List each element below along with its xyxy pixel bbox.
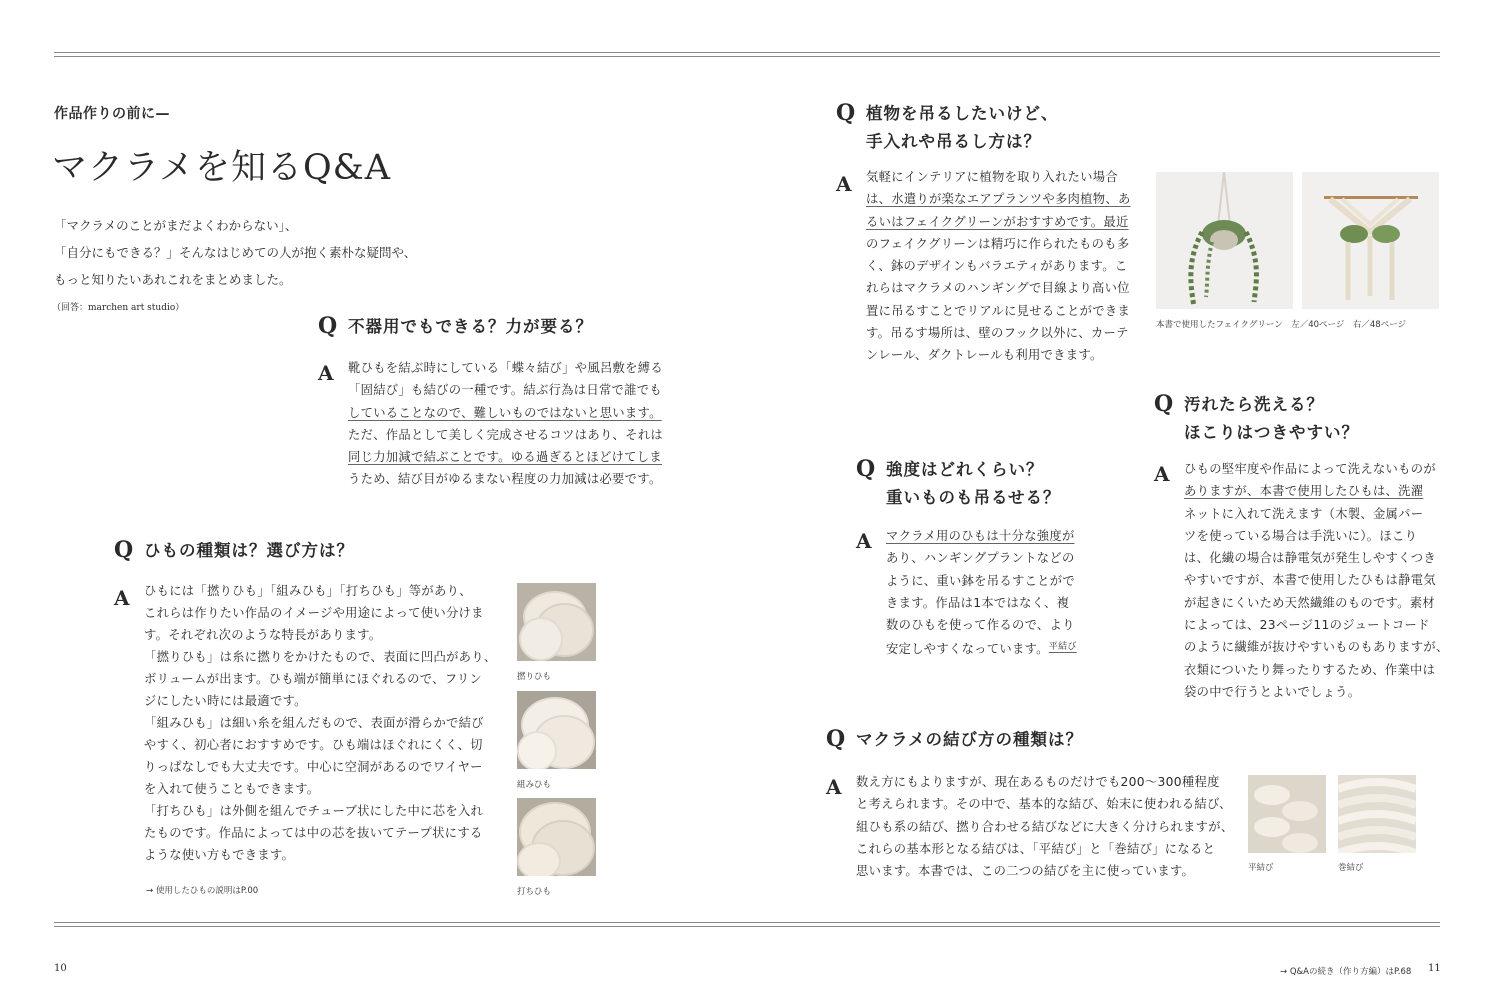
- a-mark: A: [856, 529, 872, 553]
- clove-hitch-photo: [1338, 775, 1416, 853]
- answer-line: ネットに入れて洗えます（木製、金属パー: [1184, 506, 1424, 521]
- twisted-cord-photo: [517, 583, 596, 661]
- credit: （回答：marchen art studio）: [52, 303, 185, 313]
- intro-line: もっと知りたいあれこれをまとめました。: [54, 272, 292, 287]
- answer-line: 「組みひも」は細い糸を組んだもので、表面が滑らかで結び: [144, 716, 484, 730]
- answer-line: す。吊るす場所は、壁のフック以外に、カーテ: [866, 326, 1129, 341]
- answer-line: ジにしたい時には最適です。: [144, 694, 307, 708]
- braided-cord-photo: [517, 691, 596, 769]
- answer-line: と考えられます。その中で、基本的な結び、始末に使われる結び、: [856, 797, 1232, 812]
- photo-caption: 撚りひも: [517, 672, 552, 682]
- question-5: [856, 456, 1061, 512]
- answer-line: 「打ちひも」は外側を組んでチューブ状にした中に芯を入れ: [144, 804, 484, 818]
- answer-text: [866, 166, 1131, 367]
- question-text: [886, 456, 1061, 512]
- answer-line: 「撚りひも」は糸に撚りをかけたもので、表面に凹凸があり、: [144, 650, 497, 664]
- answer-line: 安定しやすくなっています。$^{平結び}$: [886, 642, 1077, 657]
- a-mark: A: [836, 172, 852, 196]
- answer-line: ように、重い鉢を吊るすことがで: [886, 573, 1075, 588]
- answer-line: していることなので、難しいものではないと思います。: [348, 405, 662, 420]
- reference-note: → 使用したひもの説明はP.00: [146, 886, 259, 896]
- answer-line: ひもの堅牢度や作品によって洗えないものが: [1184, 462, 1436, 476]
- answer-line: きます。作品は1本ではなく、複: [886, 595, 1070, 610]
- wall-hanging-illustration: [1302, 172, 1439, 309]
- question-line: ほこりはつきやすい？: [1184, 423, 1359, 442]
- answer-line: やすく、初心者におすすめです。ひも端はほぐれにくく、切: [144, 738, 483, 752]
- answer-1: [318, 357, 663, 491]
- question-text: ひもの種類は？選び方は？: [144, 541, 354, 560]
- solid-braid-cord-photo: [517, 798, 596, 876]
- question-line: 植物を吊るしたいけど、: [866, 104, 1059, 123]
- answer-line: 衣類についたり舞ったりするため、作業中は: [1184, 662, 1436, 677]
- intro-line: 「自分にもできる？」そんなはじめての人が抱く素朴な疑問や、: [54, 245, 417, 260]
- q-mark: Q: [836, 100, 856, 126]
- photo-caption: 本書で使用したフェイクグリーン 左／40ページ 右／48ページ: [1156, 320, 1407, 330]
- photo-caption: 組みひも: [517, 780, 552, 790]
- top-rule: [54, 52, 1440, 57]
- a-mark: A: [318, 361, 334, 385]
- question-3: [836, 100, 1059, 156]
- answer-line: 組ひも系の結び、撚り合わせる結びなどに大きく分けられますが、: [856, 819, 1234, 834]
- answer-line: ンレール、ダクトレールも利用できます。: [866, 348, 1103, 363]
- photo-caption: 打ちひも: [517, 887, 552, 897]
- hanging-plant-photo: [1156, 172, 1293, 309]
- answer-line: これらは作りたい作品のイメージや用途によって使い分けま: [144, 606, 484, 620]
- answer-line: ような使い方もできます。: [144, 848, 295, 862]
- answer-line: ひもには「撚りひも」「組みひも」「打ちひも」等があり、: [144, 584, 472, 598]
- answer-line: のように繊維が抜けやすいものもありますが、: [1184, 640, 1449, 655]
- answer-line: これらの基本形となる結びは、「平結び」と「巻結び」になると: [856, 841, 1216, 856]
- intro-line: 「マクラメのことがまだよくわからない」、: [54, 218, 298, 233]
- question-1: [318, 313, 593, 341]
- answer-line: が起きにくいため天然繊維のものです。素材: [1184, 595, 1435, 610]
- photo-caption: 平結び: [1248, 863, 1274, 873]
- question-line: 強度はどれくらい？: [886, 460, 1044, 479]
- answer-line: は、化繊の場合は静電気が発生しやすくつき: [1184, 551, 1436, 566]
- answer-text: [348, 357, 663, 491]
- bottom-rule: [54, 922, 1440, 927]
- answer-line: 袋の中で行うとよいでしょう。: [1184, 684, 1361, 699]
- hanging-plant-illustration: [1156, 172, 1293, 309]
- answer-line: 「固結び」も結びの一種です。結ぶ行為は日常で誰でも: [348, 383, 662, 398]
- q-mark: Q: [114, 537, 134, 563]
- question-text: [866, 100, 1059, 156]
- answer-line: ただ、作品として美しく完成させるコツはあり、それは: [348, 427, 663, 442]
- answer-6: [826, 771, 1233, 882]
- answer-line: うため、結び目がゆるまない程度の力加減は必要です。: [348, 472, 662, 487]
- a-mark: A: [1154, 462, 1170, 486]
- answer-line: ツを使っている場合は手洗いに）。ほこり: [1184, 528, 1418, 543]
- answer-line: 気軽にインテリアに植物を取り入れたい場合: [866, 170, 1118, 184]
- answer-line: く、鉢のデザインもバラエティがあります。こ: [866, 259, 1128, 274]
- answer-line: ありますが、本書で使用したひもは、洗濯: [1184, 484, 1424, 499]
- answer-4: [1154, 458, 1449, 703]
- answer-text: [144, 580, 496, 866]
- answer-5: [856, 525, 1077, 661]
- continuation-note: → Q&Aの続き（作り方編）はP.68: [1280, 967, 1412, 977]
- answer-line: を入れて使うこともできます。: [144, 782, 320, 796]
- a-mark: A: [114, 586, 130, 610]
- photo-caption: 巻結び: [1338, 863, 1364, 873]
- a-mark: A: [826, 775, 842, 799]
- answer-line: りっぱなしでも大丈夫です。中心に空洞があるのでワイヤー: [144, 760, 483, 774]
- question-text: マクラメの結び方の種類は？: [856, 730, 1084, 749]
- q-mark: Q: [826, 726, 846, 752]
- intro: [54, 212, 416, 293]
- answer-line: 靴ひもを結ぶ時にしている「蝶々結び」や風呂敷を縛る: [348, 361, 663, 375]
- question-line: 重いものも吊るせる？: [886, 488, 1061, 507]
- answer-line: によっては、23ページ11のジュートコード: [1184, 618, 1430, 633]
- answer-text: [856, 771, 1233, 882]
- answer-line: のフェイクグリーンは精巧に作られたものも多: [866, 236, 1130, 251]
- question-line: 手入れや吊るし方は？: [866, 132, 1041, 151]
- answer-line: 置に吊るすことでリアルに見せることができま: [866, 303, 1131, 318]
- wall-hanging-photo: [1302, 172, 1439, 309]
- answer-line: 思います。本書では、この二つの結びを主に使っています。: [856, 864, 1195, 879]
- answer-line: 同じ力加減で結ぶことです。ゆる過ぎるとほどけてしま: [348, 450, 662, 465]
- question-line: 汚れたら洗える？: [1184, 395, 1324, 414]
- kicker: 作品作りの前に—: [54, 106, 170, 122]
- page-number-right: 11: [1428, 963, 1441, 974]
- question-text: 不器用でもできる？力が要る？: [348, 317, 593, 336]
- page-number-left: 10: [54, 963, 67, 974]
- answer-line: るいはフェイクグリーンがおすすめです。最近: [866, 214, 1129, 229]
- answer-line: ボリュームが出ます。ひも端が簡単にほぐれるので、フリン: [144, 672, 483, 686]
- question-text: [1184, 391, 1359, 447]
- q-mark: Q: [856, 456, 876, 482]
- square-knot-photo: [1248, 775, 1326, 853]
- answer-line: は、水遣りが楽なエアプランツや多肉植物、あ: [866, 192, 1131, 207]
- answer-line: す。それぞれ次のような特長があります。: [144, 628, 382, 642]
- question-2: [114, 537, 354, 565]
- answer-text: [886, 525, 1077, 661]
- q-mark: Q: [1154, 391, 1174, 417]
- page-title: マクラメを知るQ&A: [52, 148, 392, 188]
- answer-line: あり、ハンギングプラントなどの: [886, 551, 1075, 566]
- answer-line: 数のひもを使って作るので、より: [886, 618, 1075, 633]
- answer-2: [114, 580, 496, 866]
- answer-text: [1184, 458, 1449, 703]
- answer-line: マクラメ用のひもは十分な強度が: [886, 529, 1075, 543]
- clove-hitch-illustration: [1338, 775, 1416, 853]
- question-6: [826, 726, 1083, 754]
- answer-line: やすいですが、本書で使用したひもは静電気: [1184, 573, 1436, 588]
- answer-line: れらはマクラメのハンギングで目線より高い位: [866, 281, 1130, 296]
- question-4: [1154, 391, 1359, 447]
- answer-line: たものです。作品によっては中の芯を抜いてテープ状にする: [144, 826, 483, 840]
- square-knot-illustration: [1248, 775, 1326, 853]
- inline-tag: 平結び: [1048, 642, 1077, 653]
- q-mark: Q: [318, 313, 338, 339]
- answer-3: [836, 166, 1131, 367]
- answer-line: 数え方にもよりますが、現在あるものだけでも200〜300種程度: [856, 775, 1220, 789]
